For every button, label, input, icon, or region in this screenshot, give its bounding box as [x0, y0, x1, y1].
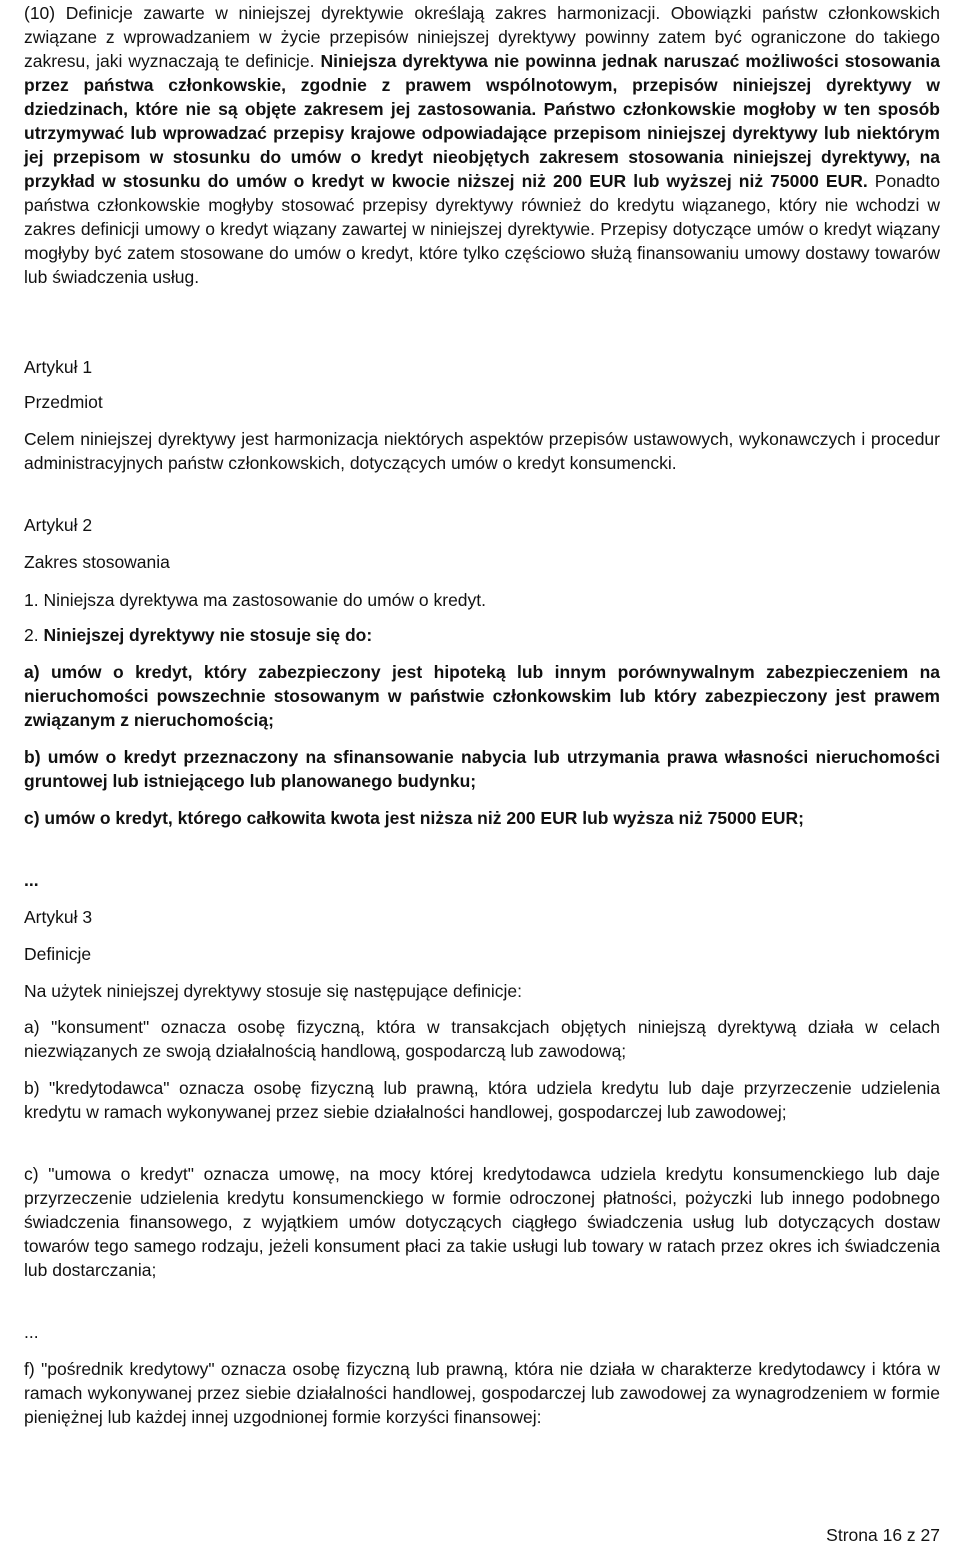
- article-3-ellipsis: ...: [24, 1322, 39, 1342]
- article-2-exclusion-a: a) umów o kredyt, który zabezpieczony jest hipoteką lub innym porównywalnym zabezpieczeniem na nieruchomości powszechnie stosowanym w państwie członkowskim lub który zabezpieczony jest prawem związanym z nieruchomością;: [24, 662, 940, 730]
- article-3-subheading: Definicje: [24, 944, 92, 964]
- article-3-intro: Na użytek niniejszej dyrektywy stosuje się następujące definicje:: [24, 981, 523, 1001]
- article-2-heading: Artykuł 2: [24, 515, 93, 535]
- article-3-heading: Artykuł 3: [24, 907, 93, 927]
- recital-text-1: (10) Definicje zawarte w niniejszej dyrektywie określają zakres harmonizacji. Obowiązki państw członkowskich związane z wprowadzaniem w życie przepisów niniejszej dyrektywy powinny zatem być ograniczone do takiego zakresu, jaki wyznaczają te definicje.: [24, 3, 940, 71]
- definition-c: c) "umowa o kredyt" oznacza umowę, na mocy której kredytodawca udziela kredytu konsumenckiego lub daje przyrzeczenie udzielenia kredytu konsumenckiego w formie odroczonej płatności, pożyczki lub innego podobnego świadczenia finansowego, z wyjątkiem umów dotyczących ciągłego świadczenia usług lub dotyczących dostaw towarów tego samego rodzaju, jeżeli konsument płaci za takie usługi lub towary w ratach przez okres ich świadczenia lub dostarczania;: [24, 1164, 940, 1280]
- article-2-item-2: [24, 623, 940, 647]
- article-2-exclusion-b: b) umów o kredyt przeznaczony na sfinansowanie nabycia lub utrzymania prawa własności nieruchomości gruntowej lub istniejącego lub planowanego budynku;: [24, 747, 940, 791]
- page-number: Strona 16 z 27: [826, 1525, 940, 1545]
- article-2-item-2-text: Niniejszej dyrektywy nie stosuje się do:: [43, 625, 373, 645]
- article-1-subheading: Przedmiot: [24, 392, 103, 412]
- recital-text-bold: Niniejsza dyrektywa nie powinna jednak naruszać możliwości stosowania przez państwa członkowskie, zgodnie z prawem wspólnotowym, przepisów niniejszej dyrektywy w dziedzinach, które nie są objęte zakresem jej zastosowania. Państwo członkowskie mogłoby w ten sposób utrzymywać lub wprowadzać przepisy krajowe odpowiadające przepisom niniejszej dyrektywy lub niektórym jej przepisom w stosunku do umów o kredyt nieobjętych zakresem stosowania niniejszej dyrektywy, na przykład w stosunku do umów o kredyt w kwocie niższej niż 200 EUR lub wyższej niż 75000 EUR.: [24, 51, 940, 191]
- definition-a: a) "konsument" oznacza osobę fizyczną, która w transakcjach objętych niniejszą dyrektywą działa w celach niezwiązanych ze swoją działalnością handlową, gospodarczą lub zawodową;: [24, 1017, 940, 1061]
- article-2-item-2-number: 2.: [24, 625, 44, 645]
- article-1-heading: Artykuł 1: [24, 357, 93, 377]
- recital-10: [24, 1, 940, 289]
- article-2-exclusion-c: c) umów o kredyt, którego całkowita kwota jest niższa niż 200 EUR lub wyższa niż 75000 EUR;: [24, 808, 804, 828]
- definition-b: b) "kredytodawca" oznacza osobę fizyczną lub prawną, która udziela kredytu lub daje przyrzeczenie udzielenia kredytu w ramach wykonywanej przez siebie działalności handlowej, gospodarczej lub zawodowej;: [24, 1078, 940, 1122]
- article-2-item-1: 1. Niniejsza dyrektywa ma zastosowanie do umów o kredyt.: [24, 590, 487, 610]
- article-2-ellipsis: ...: [24, 870, 39, 890]
- recital-text-2: Ponadto państwa członkowskie mogłyby stosować przepisy dyrektywy również do kredytu wiązanego, który nie wchodzi w zakres definicji umowy o kredyt wiązany zawartej w niniejszej dyrektywie. Przepisy dotyczące umów o kredyt wiązany mogłyby być zatem stosowane do umów o kredyt, które tylko częściowo służą finansowaniu umowy dostawy towarów lub świadczenia usług.: [24, 171, 940, 287]
- article-2-subheading: Zakres stosowania: [24, 552, 170, 572]
- article-1-text: Celem niniejszej dyrektywy jest harmonizacja niektórych aspektów przepisów ustawowych, wykonawczych i procedur administracyjnych państw członkowskich, dotyczących umów o kredyt konsumencki.: [24, 429, 940, 473]
- definition-f: f) "pośrednik kredytowy" oznacza osobę fizyczną lub prawną, która nie działa w charakterze kredytodawcy i która w ramach wykonywanej przez siebie działalności handlowej, gospodarczej lub zawodowej za wynagrodzeniem w formie pieniężnej lub każdej innej uzgodnionej formie korzyści finansowej:: [24, 1359, 940, 1427]
